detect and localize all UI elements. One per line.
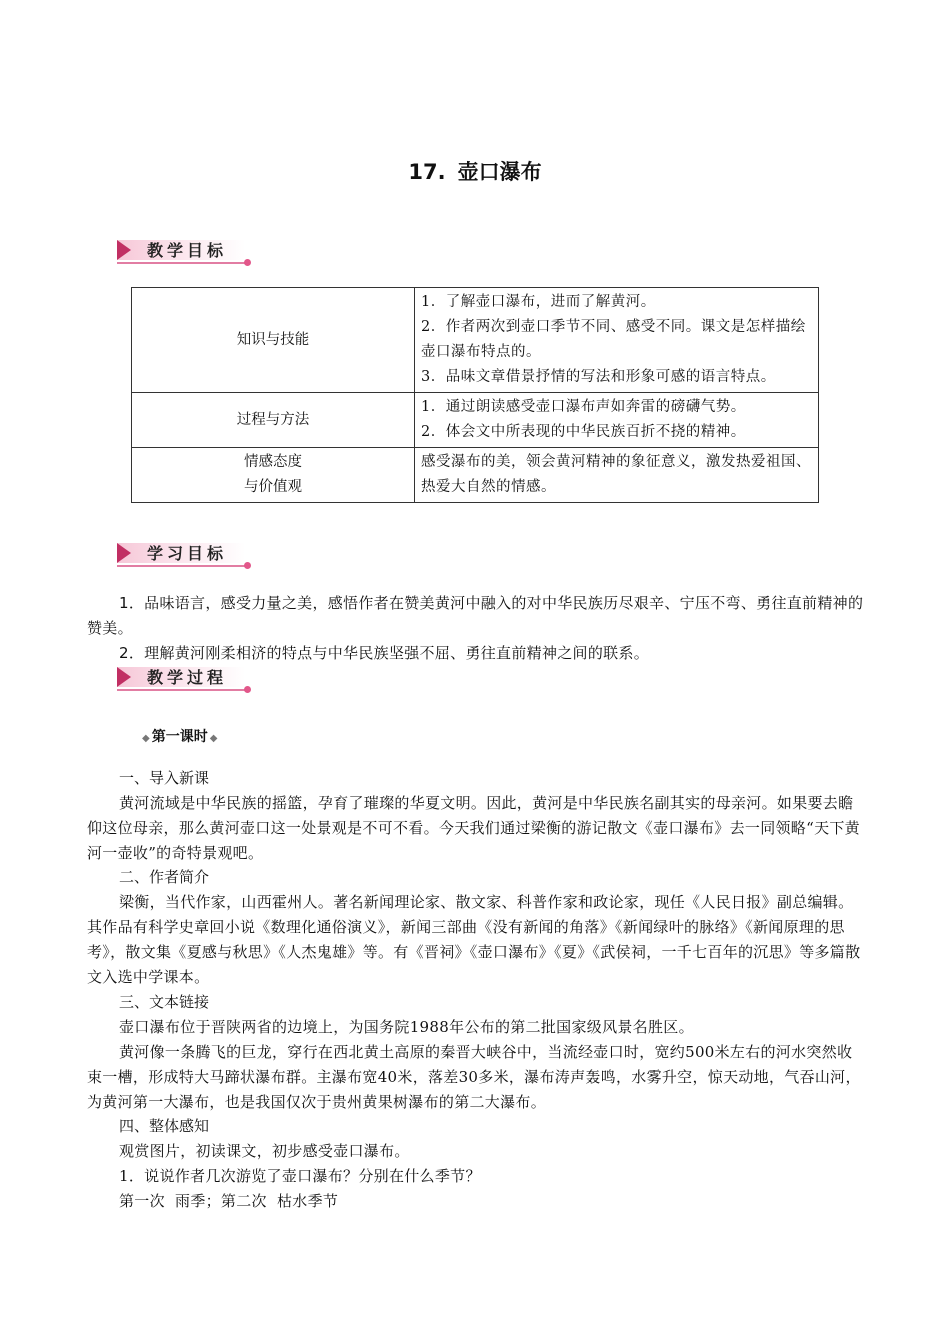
paragraph-overview: 观赏图片，初读课文，初步感受壶口瀑布。 <box>119 1142 410 1160</box>
table-line: 2．体会文中所表现的中华民族百折不挠的精神。 <box>421 424 746 440</box>
table-value <box>415 393 819 448</box>
paragraph-text-link-2: 黄河像一条腾飞的巨龙，穿行在西北黄土高原的秦晋大峡谷中，当流经壶口时，宽约500米左右的河水突然收束一槽，形成特大马蹄状瀑布群。主瀑布宽40米，落差30多米，瀑布涛声轰鸣，水雾升空，惊天动地，气吞山河，为黄河第一大瀑布，也是我国仅次于贵州黄果树瀑布的第二大瀑布。 <box>87 1043 861 1111</box>
lesson-number: 17. <box>408 160 446 184</box>
section-label: 教学目标 <box>147 241 228 260</box>
table-value <box>415 288 819 393</box>
section-banner-teaching-goals <box>117 238 257 268</box>
table-key: 情感态度 与价值观 <box>132 448 415 503</box>
lesson-title: 壶口瀑布 <box>457 160 542 184</box>
banner-dot-icon <box>244 562 251 569</box>
paragraph-text-link-1: 壶口瀑布位于晋陕两省的边境上，为国务院1988年公布的第二批国家级风景名胜区。 <box>119 1018 694 1036</box>
section-label: 学习目标 <box>147 544 228 563</box>
table-line: 1．通过朗读感受壶口瀑布声如奔雷的磅礴气势。 <box>421 399 746 415</box>
section-banner-teaching-process <box>117 665 257 695</box>
question-1: 1．说说作者几次游览了壶口瀑布？分别在什么季节？ <box>119 1167 481 1185</box>
table-value <box>415 448 819 503</box>
learning-goal-1: 1．品味语言，感受力量之美，感悟作者在赞美黄河中融入的对中华民族历尽艰辛、宁压不弯、勇往直前精神的赞美。 <box>87 594 864 637</box>
answer-1: 第一次 雨季；第二次 枯水季节 <box>119 1192 339 1210</box>
teaching-goals-table <box>131 287 819 503</box>
page-title <box>0 156 950 186</box>
heading-text-link: 三、文本链接 <box>119 993 210 1011</box>
table-row <box>132 288 819 393</box>
table-row <box>132 448 819 503</box>
banner-triangle-icon <box>117 240 131 260</box>
section-label: 教学过程 <box>147 668 228 687</box>
table-key: 过程与方法 <box>132 393 415 448</box>
banner-triangle-icon <box>117 667 131 687</box>
table-line: 感受瀑布的美，领会黄河精神的象征意义，激发热爱祖国、热爱大自然的情感。 <box>421 454 811 495</box>
section-banner-learning-goals <box>117 541 257 571</box>
diamond-icon: ◆ <box>209 733 218 744</box>
heading-author: 二、作者简介 <box>119 868 210 886</box>
table-key: 知识与技能 <box>132 288 415 393</box>
banner-dot-icon <box>244 686 251 693</box>
banner-triangle-icon <box>117 543 131 563</box>
table-line: 2．作者两次到壶口季节不同、感受不同。课文是怎样描绘壶口瀑布特点的。 <box>421 319 806 360</box>
table-line: 3．品味文章借景抒情的写法和形象可感的语言特点。 <box>421 369 776 385</box>
table-line: 1．了解壶口瀑布，进而了解黄河。 <box>421 294 656 310</box>
table-row <box>132 393 819 448</box>
learning-goal-2: 2．理解黄河刚柔相济的特点与中华民族坚强不屈、勇往直前精神之间的联系。 <box>119 644 650 662</box>
lesson-label: ◆ 第一课时 ◆ <box>142 729 218 745</box>
banner-dot-icon <box>244 259 251 266</box>
heading-intro: 一、导入新课 <box>119 769 210 787</box>
heading-overview: 四、整体感知 <box>119 1117 210 1135</box>
paragraph-author: 梁衡，当代作家，山西霍州人。著名新闻理论家、散文家、科普作家和政论家，现任《人民日报》副总编辑。其作品有科学史章回小说《数理化通俗演义》，新闻三部曲《没有新闻的角落》《新闻绿叶的脉络》《新闻原理的思考》，散文集《夏感与秋思》《人杰鬼雄》等。有《晋祠》《壶口瀑布》《夏》《武侯祠，一千七百年的沉思》等多篇散文入选中学课本。 <box>87 893 861 986</box>
paragraph-intro: 黄河流域是中华民族的摇篮，孕育了璀璨的华夏文明。因此，黄河是中华民族名副其实的母亲河。如果要去瞻仰这位母亲，那么黄河壶口这一处景观是不可不看。今天我们通过梁衡的游记散文《壶口瀑布》去一同领略“天下黄河一壶收”的奇特景观吧。 <box>87 794 860 862</box>
diamond-icon: ◆ <box>142 733 150 744</box>
